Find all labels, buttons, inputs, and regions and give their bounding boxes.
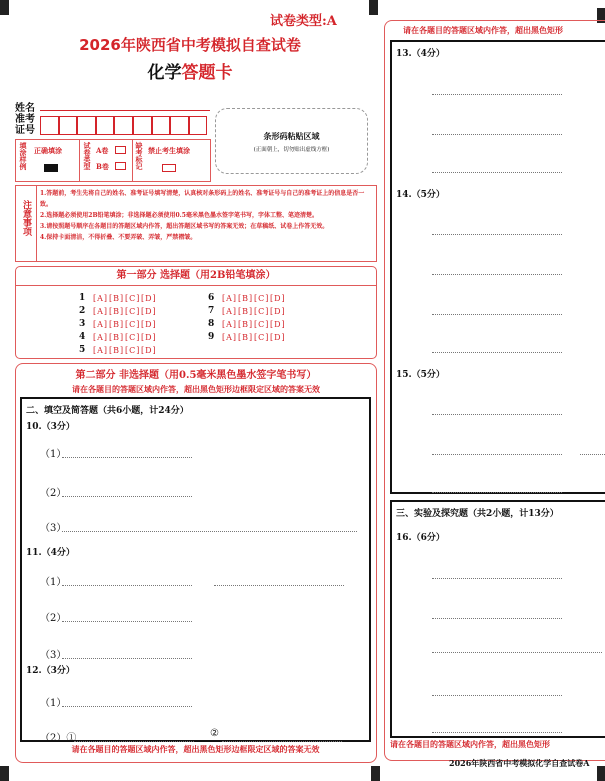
ticket-digit-cell[interactable] xyxy=(189,116,208,135)
corner-mark xyxy=(0,766,9,781)
choice-bubble-c[interactable]: [C] xyxy=(254,294,270,303)
question-number: 7 xyxy=(208,306,215,316)
choice-bubble-d[interactable]: [D] xyxy=(270,307,286,316)
answer-line[interactable] xyxy=(62,496,192,497)
name-label: 姓名 xyxy=(15,103,35,114)
answer-line[interactable] xyxy=(432,578,562,579)
paper-b-box[interactable] xyxy=(115,162,126,170)
choice-bubble-c[interactable]: [C] xyxy=(125,294,141,303)
notes-box: 注意事项 1.答题前，考生先将自己的姓名、准考证号填写清楚，认真核对条形码上的姓名、准考证号与自己的准考证上的信息是否一致。 2.选择题必须使用2B铅笔填涂；非选择题必须使用0.5毫米黑色墨水签字笔书写，字体工整、笔迹清楚。 3.请按照题号顺序在各题目的答题区域内作答，超出答题区域书写的答案无效；在草稿纸、试卷上作答无效。 4.保持卡面清洁，不得折叠、不要弄破、弄皱，严禁褶皱。 xyxy=(15,185,377,262)
corner-mark xyxy=(369,0,378,15)
choice-bubble-c[interactable]: [C] xyxy=(125,346,141,355)
right-warning-bottom: 请在各题目的答题区域内作答，超出黑色矩形 xyxy=(390,739,550,749)
ticket-digit-cell[interactable] xyxy=(77,116,96,135)
ticket-digit-cell[interactable] xyxy=(96,116,115,135)
question-number: 9 xyxy=(208,332,215,342)
paper-a-box[interactable] xyxy=(115,146,126,154)
name-field[interactable] xyxy=(40,110,210,111)
choice-bubble-a[interactable]: [A] xyxy=(222,307,238,316)
ticket-digit-cell[interactable] xyxy=(133,116,152,135)
question-number: 1 xyxy=(79,293,86,303)
choice-bubble-c[interactable]: [C] xyxy=(254,307,270,316)
choice-bubble-c[interactable]: [C] xyxy=(254,333,270,342)
choice-bubble-d[interactable]: [D] xyxy=(141,307,157,316)
absent-box[interactable] xyxy=(162,164,176,172)
answer-line[interactable] xyxy=(62,621,192,622)
corner-mark xyxy=(597,766,605,781)
choice-bubble-b[interactable]: [B] xyxy=(109,346,125,355)
choice-bubble-a[interactable]: [A] xyxy=(93,320,109,329)
choice-bubble-c[interactable]: [C] xyxy=(125,320,141,329)
answer-line[interactable] xyxy=(432,94,562,95)
choice-bubble-b[interactable]: [B] xyxy=(109,294,125,303)
answer-card-title: 化学答题卡 xyxy=(147,63,233,83)
choice-bubble-a[interactable]: [A] xyxy=(93,346,109,355)
choice-bubble-a[interactable]: [A] xyxy=(93,333,109,342)
answer-line[interactable] xyxy=(432,314,562,315)
choice-bubble-a[interactable]: [A] xyxy=(222,294,238,303)
choice-bubble-b[interactable]: [B] xyxy=(238,320,254,329)
choice-bubble-d[interactable]: [D] xyxy=(141,346,157,355)
answer-line[interactable] xyxy=(432,414,562,415)
choice-bubble-c[interactable]: [C] xyxy=(254,320,270,329)
ticket-digit-cell[interactable] xyxy=(114,116,133,135)
choice-bubble-a[interactable]: [A] xyxy=(93,294,109,303)
ticket-digit-cell[interactable] xyxy=(40,116,59,135)
choice-bubble-b[interactable]: [B] xyxy=(238,333,254,342)
choice-bubble-b[interactable]: [B] xyxy=(109,333,125,342)
corner-mark xyxy=(0,0,9,15)
question-number: 6 xyxy=(208,293,215,303)
ticket-number-field[interactable] xyxy=(40,116,208,135)
choice-bubble-a[interactable]: [A] xyxy=(222,320,238,329)
exam-title: 2026年陕西省中考模拟自查试卷 xyxy=(79,36,301,54)
answer-line[interactable] xyxy=(432,172,562,173)
answer-line[interactable] xyxy=(74,741,194,742)
ticket-digit-cell[interactable] xyxy=(59,116,78,135)
right-warning-top: 请在各题目的答题区域内作答，超出黑色矩形 xyxy=(403,25,563,35)
choice-bubble-d[interactable]: [D] xyxy=(270,333,286,342)
answer-area-right-1: 13.（4分） 14.（5分） 15.（5分） xyxy=(390,40,605,494)
answer-line[interactable] xyxy=(62,457,192,458)
answer-line[interactable] xyxy=(432,274,562,275)
answer-line[interactable] xyxy=(62,706,192,707)
paper-type: 试卷类型:A xyxy=(270,14,337,29)
ticket-digit-cell[interactable] xyxy=(170,116,189,135)
part1-title: 第一部分 选择题（用2B铅笔填涂） xyxy=(15,266,377,286)
choice-bubble-b[interactable]: [B] xyxy=(238,307,254,316)
answer-line[interactable] xyxy=(432,352,562,353)
answer-area-left: 二、填空及简答题（共6小题，计24分） 10.（3分） （1） （2） （3） 11.（4分） （1） （2） （3） 12.（3分） （1） （2）① ② xyxy=(20,397,371,742)
choice-bubble-c[interactable]: [C] xyxy=(125,333,141,342)
choice-bubble-d[interactable]: [D] xyxy=(141,333,157,342)
question-number: 4 xyxy=(79,332,86,342)
choice-bubble-b[interactable]: [B] xyxy=(109,320,125,329)
notes-list: 1.答题前，考生先将自己的姓名、准考证号填写清楚，认真核对条形码上的姓名、准考证号与自己的准考证上的信息是否一致。 2.选择题必须使用2B铅笔填涂；非选择题必须使用0.5毫米黑色墨水签字笔书写，字体工整、笔迹清楚。 3.请按照题号顺序在各题目的答题区域内作答，超出答题区域书写的答案无效；在草稿纸、试卷上作答无效。 4.保持卡面清洁，不得折叠、不要弄破、弄皱，严禁褶皱。 xyxy=(40,190,365,241)
answer-line[interactable] xyxy=(214,585,344,586)
choice-bubble-d[interactable]: [D] xyxy=(141,320,157,329)
answer-line[interactable] xyxy=(62,585,192,586)
footer: 2026年陕西省中考模拟化学自查试卷A xyxy=(449,758,590,768)
answer-area-right-2: 三、实验及探究题（共2小题，计13分） 16.（6分） xyxy=(390,500,605,738)
answer-line[interactable] xyxy=(432,492,562,493)
choice-bubble-a[interactable]: [A] xyxy=(93,307,109,316)
question-number: 5 xyxy=(79,345,86,355)
answer-line[interactable] xyxy=(432,695,562,696)
question-number: 3 xyxy=(79,319,86,329)
choice-bubble-d[interactable]: [D] xyxy=(270,294,286,303)
answer-line[interactable] xyxy=(432,234,562,235)
choice-bubble-b[interactable]: [B] xyxy=(238,294,254,303)
answer-line[interactable] xyxy=(432,134,562,135)
answer-line[interactable] xyxy=(432,454,562,455)
ticket-label: 准考 证号 xyxy=(15,114,35,136)
answer-line[interactable] xyxy=(432,732,562,733)
answer-line[interactable] xyxy=(432,652,602,653)
choice-bubble-d[interactable]: [D] xyxy=(270,320,286,329)
question-number: 8 xyxy=(208,319,215,329)
filled-sample-mark xyxy=(44,164,58,172)
answer-line[interactable] xyxy=(580,454,605,455)
barcode-area: 条形码粘贴区域 (正面朝上，切勿贴出虚线方框) xyxy=(215,108,368,174)
part1-box xyxy=(15,266,377,359)
part2-warning-bottom: 请在各题目的答题区域内作答，超出黑色矩形边框限定区域的答案无效 xyxy=(71,744,320,754)
part2-warning-top: 请在各题目的答题区域内作答，超出黑色矩形边框限定区域的答案无效 xyxy=(72,384,320,394)
answer-line[interactable] xyxy=(62,658,192,659)
part2-title: 第二部分 非选择题（用0.5毫米黑色墨水签字笔书写） xyxy=(75,370,317,381)
fill-sample-area: 填涂样例 正确填涂 试卷类型 A卷 B卷 缺考标记 禁止考生填涂 xyxy=(15,139,211,182)
choice-bubble-c[interactable]: [C] xyxy=(125,307,141,316)
question-number: 2 xyxy=(79,306,86,316)
answer-line[interactable] xyxy=(222,741,342,742)
choice-bubble-d[interactable]: [D] xyxy=(141,294,157,303)
choice-bubble-b[interactable]: [B] xyxy=(109,307,125,316)
corner-mark xyxy=(371,766,380,781)
answer-line[interactable] xyxy=(432,618,562,619)
answer-line[interactable] xyxy=(62,531,357,532)
choice-bubble-a[interactable]: [A] xyxy=(222,333,238,342)
ticket-digit-cell[interactable] xyxy=(152,116,171,135)
